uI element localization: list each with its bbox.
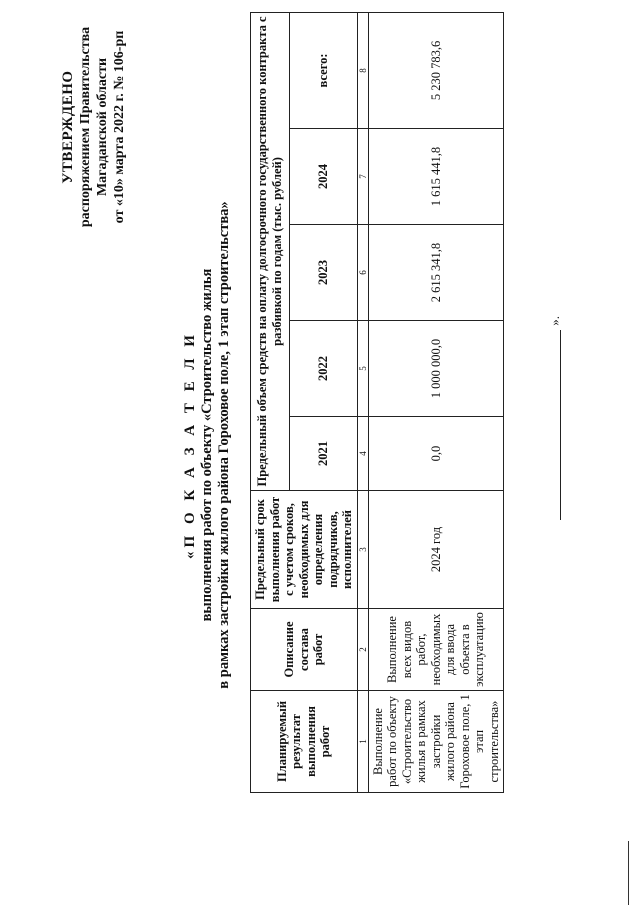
header-year-2022: 2022 xyxy=(289,321,357,417)
document-title xyxy=(182,165,233,725)
title-line: в рамках застройки жилого района Гороховое поле, 1 этап строительства» xyxy=(216,201,232,689)
closing-line xyxy=(547,316,562,520)
cell-total: 5 230 783,6 xyxy=(368,12,504,128)
column-number: 5 xyxy=(357,321,368,417)
cell-2021: 0,0 xyxy=(368,417,504,491)
title-line: выполнения работ по объекту «Строительство жилья xyxy=(199,268,215,622)
header-description: Описание состава работ xyxy=(251,609,358,691)
approval-heading: УТВЕРЖДЕНО xyxy=(60,70,76,184)
header-result: Планируемый результат выполнения работ xyxy=(251,691,358,793)
table-row xyxy=(368,12,504,792)
cell-description: Выполнение всех видов работ, необходимых для ввода объекта в эксплуатацию xyxy=(368,609,504,691)
title-main: «П О К А З А Т Е Л И xyxy=(182,331,198,559)
column-number: 4 xyxy=(357,417,368,491)
header-year-2021: 2021 xyxy=(289,417,357,491)
header-funding-group: Предельный объем средств на оплату долгосрочного государственного контракта с разбивкой по годам (тыс. рублей) xyxy=(251,12,290,490)
approval-stamp xyxy=(60,0,128,257)
approval-line: от «10» марта 2022 г. № 106-рп xyxy=(112,30,127,224)
header-deadline: Предельный срок выполнения работ с учетом сроков, необходимых для определения подрядчиков, исполнителей xyxy=(251,491,358,609)
header-year-2024: 2024 xyxy=(289,129,357,225)
cell-result: Выполнение работ по объекту «Строительство жилья в рамках застройки жилого района Гороховое поле, 1 этап строительства» xyxy=(368,691,504,793)
header-year-2023: 2023 xyxy=(289,225,357,321)
closing-quote: ». xyxy=(547,316,562,326)
footer-rule xyxy=(628,841,629,905)
approval-line: распоряжением Правительства xyxy=(78,26,93,228)
column-number: 6 xyxy=(357,225,368,321)
indicators-table xyxy=(250,12,504,793)
cell-2022: 1 000 000,0 xyxy=(368,321,504,417)
column-number-row xyxy=(357,12,368,792)
cell-2023: 2 615 341,8 xyxy=(368,225,504,321)
column-number: 2 xyxy=(357,609,368,691)
column-number: 1 xyxy=(357,691,368,793)
column-number: 3 xyxy=(357,491,368,609)
column-number: 8 xyxy=(357,12,368,128)
approval-line: Магаданской области xyxy=(95,57,110,197)
column-number: 7 xyxy=(357,129,368,225)
cell-deadline: 2024 год xyxy=(368,491,504,609)
cell-2024: 1 615 441,8 xyxy=(368,129,504,225)
header-total: всего: xyxy=(289,12,357,128)
